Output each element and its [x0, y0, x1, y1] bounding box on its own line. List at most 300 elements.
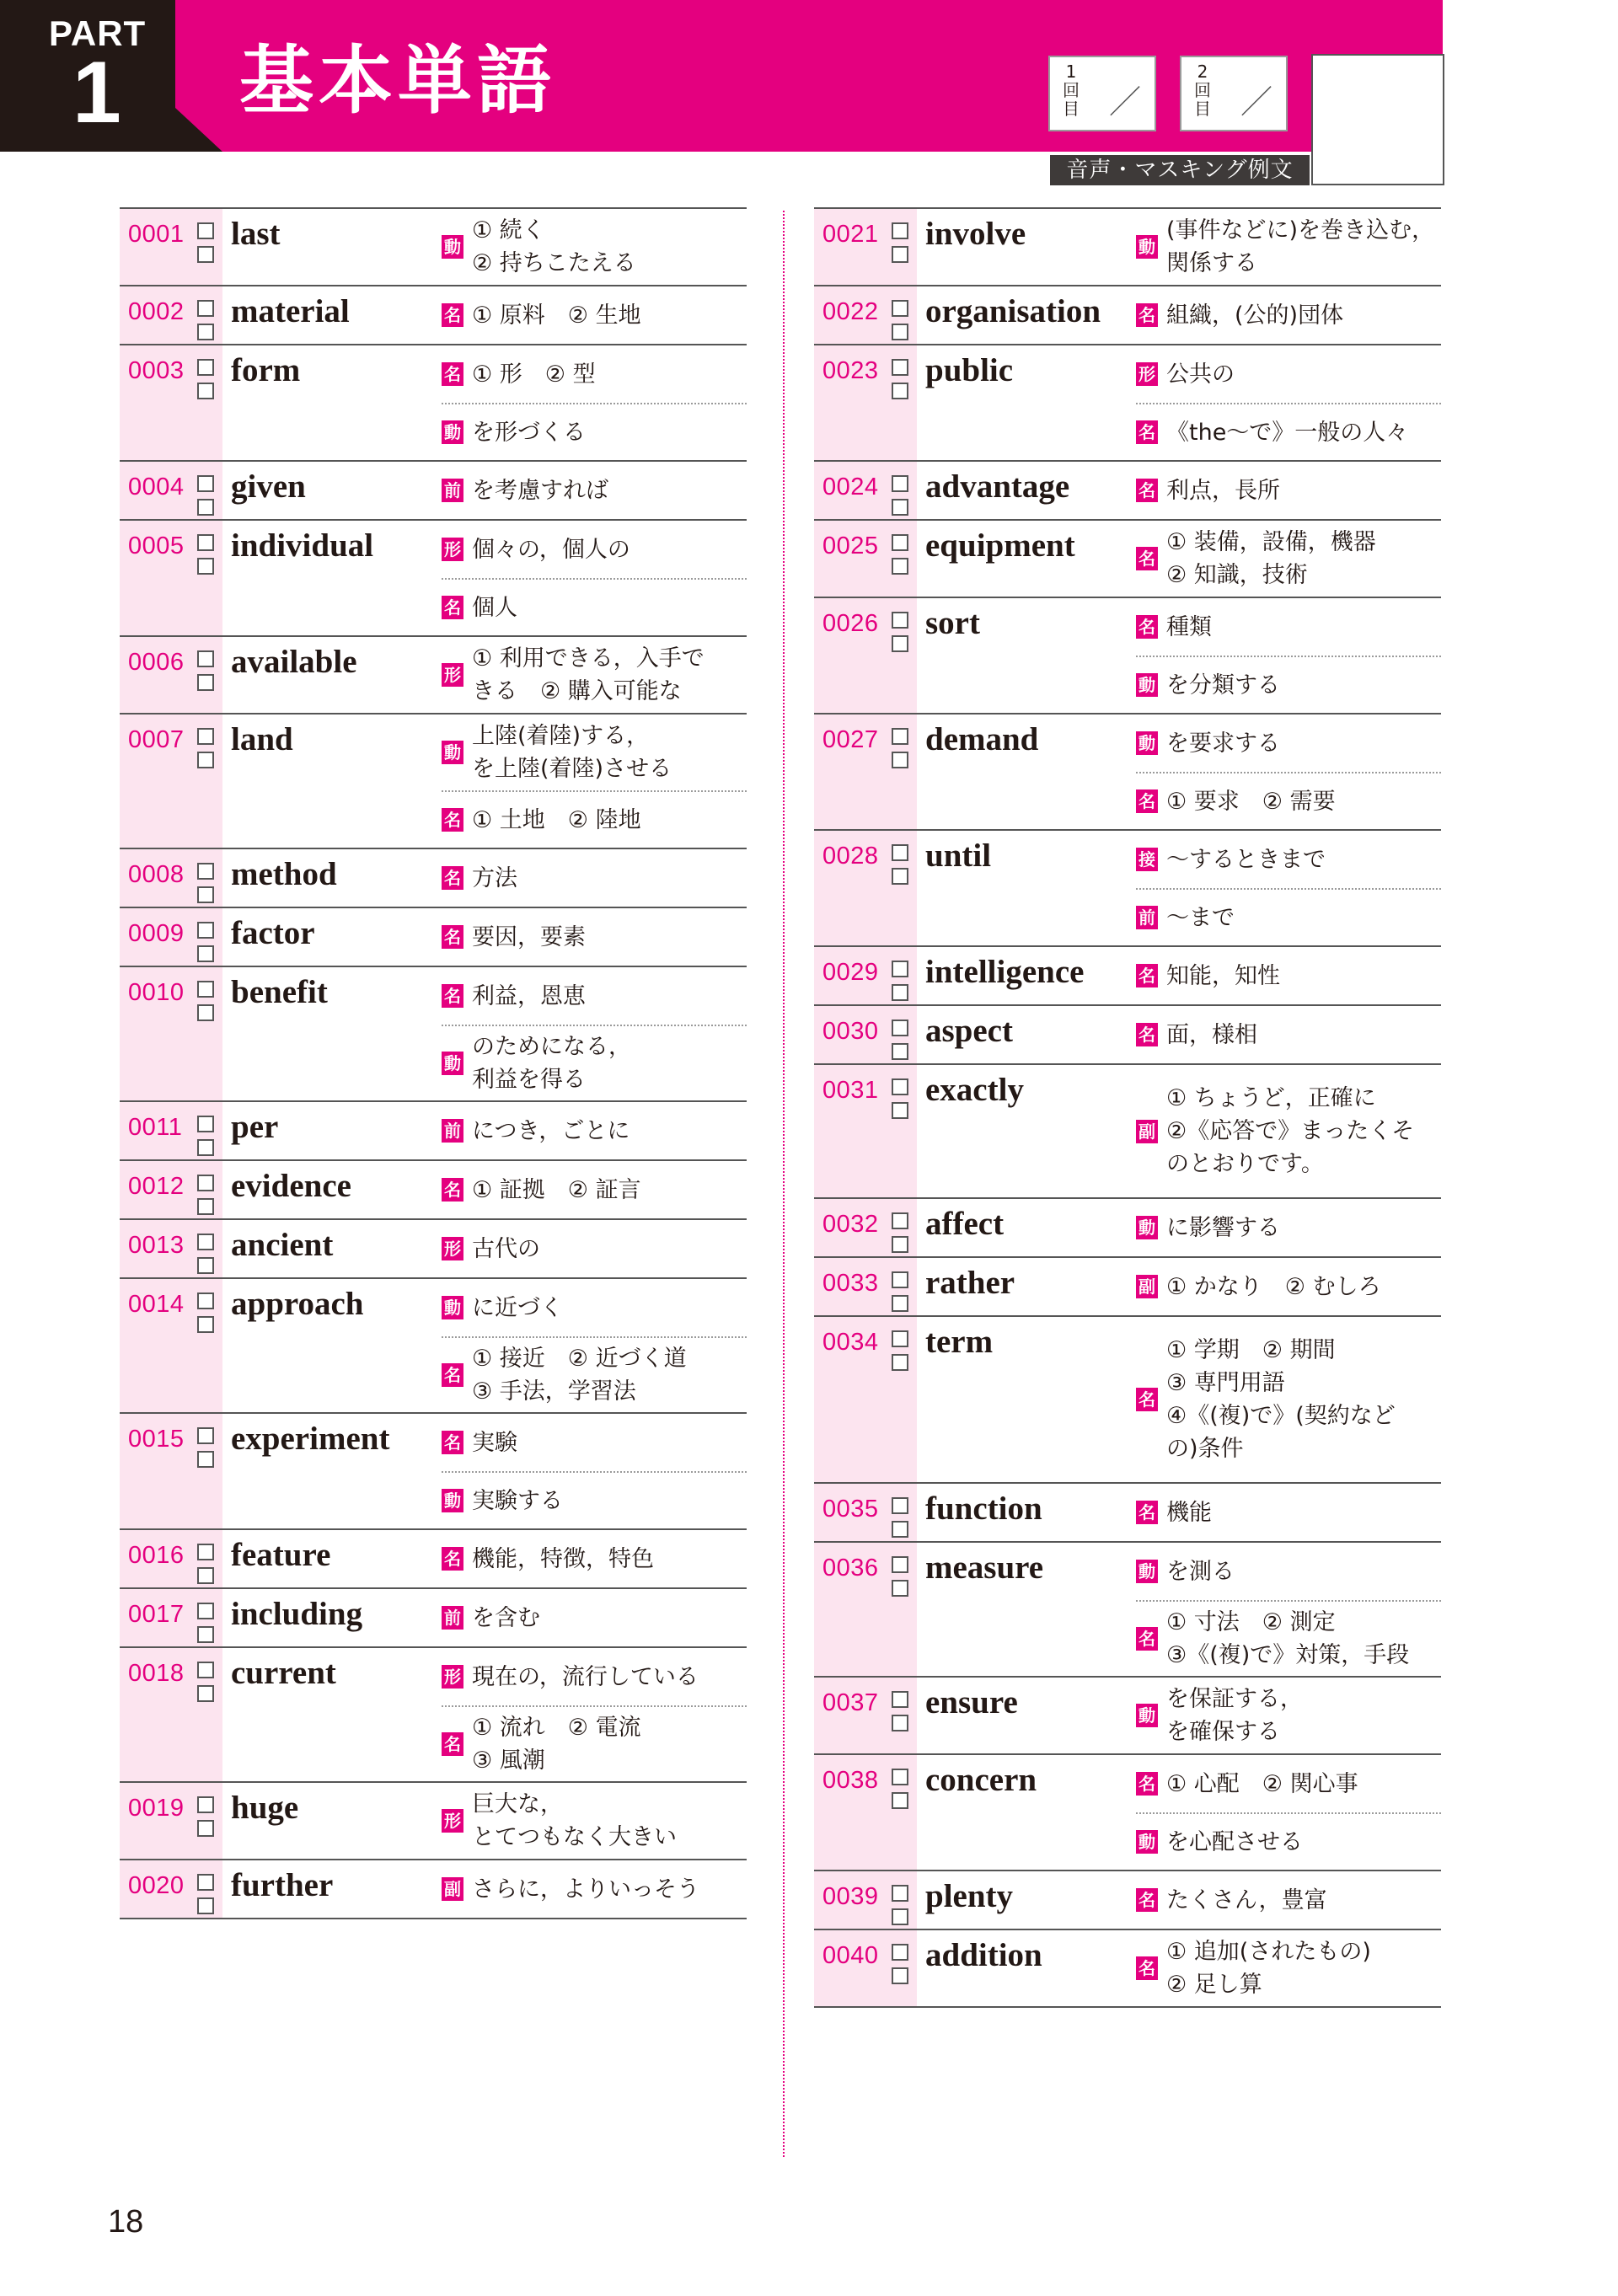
definition-text: 公共の: [1166, 361, 1235, 388]
definition-text: 機能，特徴，特色: [472, 1545, 654, 1572]
part-of-speech-badge: 動: [442, 1489, 463, 1512]
entry-word: sort: [925, 605, 980, 641]
part-of-speech-badge: 動: [1136, 731, 1158, 755]
part-of-speech-badge: 名: [1136, 1388, 1158, 1411]
entry-senses: [442, 1589, 747, 1646]
review-checkbox-1[interactable]: [892, 1556, 908, 1573]
part-notch-decoration: [175, 108, 222, 152]
word-entry: [120, 1860, 747, 1919]
review-checkbox-2[interactable]: [892, 1354, 908, 1371]
sense-row: [442, 1589, 747, 1646]
entry-word: method: [231, 856, 337, 892]
entry-number-cell: [120, 462, 222, 519]
part-of-speech-badge: 名: [442, 984, 463, 1008]
entry-number: 0005: [128, 533, 185, 559]
part-of-speech-badge: 名: [1136, 1956, 1158, 1980]
entry-word: benefit: [231, 974, 328, 1010]
entry-word: individual: [231, 527, 374, 564]
entry-word: concern: [925, 1762, 1037, 1798]
word-entry: [120, 714, 747, 849]
review-checkbox-1[interactable]: [197, 1662, 214, 1678]
review-checkbox-2[interactable]: [892, 752, 908, 768]
entry-senses: [1136, 209, 1441, 285]
review-box-2-label: 2 回 目: [1194, 62, 1211, 119]
review-checkbox-2[interactable]: [197, 1567, 214, 1584]
review-checkbox-1[interactable]: [892, 1212, 908, 1229]
review-checkbox-2[interactable]: [892, 324, 908, 340]
entry-number: 0040: [822, 1942, 879, 1969]
entry-word: factor: [231, 915, 315, 951]
entry-number-cell: [120, 286, 222, 344]
review-checkbox-1[interactable]: [892, 475, 908, 492]
entry-number-cell: [120, 1783, 222, 1859]
review-checkbox-2[interactable]: [892, 246, 908, 263]
entry-senses: [442, 521, 747, 635]
definition-text: 《the～で》一般の人々: [1166, 419, 1409, 446]
sense-row: [442, 578, 747, 635]
word-entry: [814, 1543, 1441, 1678]
entry-number: 0004: [128, 474, 185, 500]
entry-number: 0024: [822, 474, 879, 500]
part-of-speech-badge: 名: [1136, 1772, 1158, 1796]
review-checkbox-1[interactable]: [892, 844, 908, 861]
entry-number-cell: [814, 1678, 917, 1753]
word-entry: [814, 1199, 1441, 1258]
entry-senses: [442, 1783, 747, 1859]
part-of-speech-badge: 名: [1136, 1888, 1158, 1912]
review-checkbox-2[interactable]: [197, 558, 214, 575]
part-of-speech-badge: 形: [442, 538, 463, 561]
entry-number: 0021: [822, 221, 879, 248]
entry-number: 0003: [128, 357, 185, 384]
part-of-speech-badge: 名: [1136, 479, 1158, 502]
review-checkbox-1[interactable]: [892, 534, 908, 551]
review-checkbox-1[interactable]: [892, 1078, 908, 1095]
definition-text: 面，様相: [1166, 1021, 1257, 1048]
part-of-speech-badge: 動: [442, 1052, 463, 1075]
review-checkbox-2[interactable]: [892, 558, 908, 575]
review-checkbox-1[interactable]: [892, 961, 908, 977]
word-entry: [814, 521, 1441, 598]
review-checkbox-1[interactable]: [197, 1874, 214, 1891]
review-checkbox-2[interactable]: [892, 1792, 908, 1809]
sense-row: [1136, 1317, 1441, 1482]
review-checkbox-2[interactable]: [892, 1715, 908, 1731]
part-of-speech-badge: 動: [442, 1296, 463, 1319]
entry-number: 0017: [128, 1601, 185, 1628]
entry-word: involve: [925, 216, 1026, 252]
word-entry: [814, 462, 1441, 521]
word-entry: [120, 1161, 747, 1220]
review-checkbox-2[interactable]: [892, 499, 908, 516]
entry-word: advantage: [925, 468, 1070, 505]
part-of-speech-badge: 前: [442, 1606, 463, 1630]
sense-row: [442, 790, 747, 848]
entry-number-cell: [814, 1871, 917, 1929]
entry-word: ensure: [925, 1684, 1018, 1721]
part-of-speech-badge: 副: [442, 1877, 463, 1901]
review-checkbox-2[interactable]: [197, 1626, 214, 1643]
sense-row: [1136, 598, 1441, 656]
entry-number-cell: [120, 1530, 222, 1587]
sense-row: [442, 1336, 747, 1412]
column-divider: [783, 211, 785, 2157]
sense-row: [442, 849, 747, 907]
entry-word: equipment: [925, 527, 1075, 564]
entry-number-cell: [814, 598, 917, 713]
definition-text: を分類する: [1166, 672, 1280, 698]
sense-row: [442, 1648, 747, 1705]
entry-word: feature: [231, 1537, 331, 1573]
word-entry: [814, 1006, 1441, 1065]
entry-word: available: [231, 644, 357, 680]
sense-row: [1136, 209, 1441, 285]
review-checkbox-1[interactable]: [197, 728, 214, 745]
entry-number-cell: [814, 345, 917, 460]
entry-word: experiment: [231, 1421, 390, 1457]
review-checkbox-2[interactable]: [892, 1043, 908, 1060]
sense-row: [1136, 1871, 1441, 1929]
entry-senses: [442, 1530, 747, 1587]
part-number: 1: [72, 44, 121, 142]
entry-number: 0001: [128, 221, 185, 248]
part-of-speech-badge: 名: [442, 1431, 463, 1454]
review-checkbox-1[interactable]: [892, 1769, 908, 1785]
entry-word: approach: [231, 1286, 364, 1322]
review-checkbox-2[interactable]: [197, 246, 214, 263]
word-entry: [120, 1589, 747, 1648]
part-of-speech-badge: 動: [1136, 1704, 1158, 1727]
review-checkbox-1[interactable]: [197, 475, 214, 492]
sense-row: [1136, 1484, 1441, 1541]
sense-row: [442, 1025, 747, 1100]
entry-number: 0022: [822, 298, 879, 325]
review-checkbox-2[interactable]: [197, 1451, 214, 1468]
review-checkbox-1[interactable]: [197, 222, 214, 239]
definition-text: 現在の，流行している: [472, 1663, 699, 1690]
definition-text: に影響する: [1166, 1214, 1280, 1241]
entry-word: current: [231, 1655, 336, 1691]
word-entry: [120, 1414, 747, 1530]
sense-row: [442, 345, 747, 403]
sense-row: [442, 209, 747, 285]
review-box-2[interactable]: [1180, 56, 1288, 131]
review-checkbox-1[interactable]: [197, 1544, 214, 1560]
entry-word: last: [231, 216, 281, 252]
definition-text: ① 形 ② 型: [472, 361, 596, 388]
review-checkbox-2[interactable]: [197, 1139, 214, 1156]
entry-number: 0035: [822, 1496, 879, 1523]
review-checkbox-1[interactable]: [197, 1116, 214, 1132]
entry-number-cell: [814, 1484, 917, 1541]
memo-box[interactable]: [1311, 54, 1444, 185]
entry-number: 0032: [822, 1211, 879, 1238]
review-box-1[interactable]: [1048, 56, 1156, 131]
part-of-speech-badge: 形: [442, 663, 463, 687]
definition-text: 上陸(着陸)する， を上陸(着陸)させる: [472, 723, 672, 782]
entry-word: ancient: [231, 1227, 334, 1263]
page-header: [0, 0, 1443, 152]
entry-word: land: [231, 721, 293, 757]
part-of-speech-badge: 名: [442, 1732, 463, 1756]
sense-row: [442, 1102, 747, 1159]
definition-text: ① 原料 ② 生地: [472, 302, 641, 329]
review-checkbox-2[interactable]: [197, 1820, 214, 1837]
entry-number: 0026: [822, 610, 879, 637]
review-checkbox-2[interactable]: [892, 635, 908, 652]
definition-text: ① 証拠 ② 証言: [472, 1176, 641, 1203]
entry-word: function: [925, 1491, 1042, 1527]
entry-number: 0036: [822, 1555, 879, 1582]
definition-text: 種類: [1166, 613, 1212, 640]
entry-number: 0008: [128, 861, 185, 888]
entry-number: 0034: [822, 1329, 879, 1356]
entry-senses: [442, 1161, 747, 1218]
review-checkbox-2[interactable]: [892, 1295, 908, 1312]
review-checkbox-2[interactable]: [892, 1102, 908, 1119]
review-checkbox-1[interactable]: [892, 1020, 908, 1036]
word-entry: [120, 1279, 747, 1414]
review-checkbox-2[interactable]: [197, 1897, 214, 1914]
definition-text: を考慮すれば: [472, 477, 608, 504]
sense-row: [442, 1471, 747, 1528]
part-of-speech-badge: 名: [1136, 964, 1158, 987]
definition-text: 利点，長所: [1166, 477, 1280, 504]
definition-text: ① かなり ② むしろ: [1166, 1273, 1381, 1300]
sense-row: [442, 714, 747, 790]
review-checkbox-2[interactable]: [892, 868, 908, 885]
sense-row: [442, 908, 747, 966]
entry-word: rather: [925, 1265, 1015, 1301]
part-badge: [0, 0, 175, 152]
definition-text: 巨大な， とてつもなく大きい: [472, 1791, 677, 1850]
review-checkbox-2[interactable]: [197, 1257, 214, 1274]
sense-row: [1136, 714, 1441, 772]
review-checkbox-2[interactable]: [892, 984, 908, 1001]
entry-number-cell: [120, 209, 222, 285]
sense-row: [442, 1414, 747, 1471]
review-checkbox-2[interactable]: [892, 1236, 908, 1253]
review-checkbox-1[interactable]: [197, 1175, 214, 1191]
entry-senses: [1136, 345, 1441, 460]
entry-number-cell: [120, 521, 222, 635]
entry-number-cell: [814, 1930, 917, 2006]
review-checkbox-1[interactable]: [892, 1271, 908, 1288]
review-checkbox-1[interactable]: [197, 922, 214, 939]
review-checkbox-2[interactable]: [197, 499, 214, 516]
page-number: 18: [108, 2204, 144, 2240]
review-checkbox-2[interactable]: [197, 886, 214, 903]
review-checkbox-1[interactable]: [892, 728, 908, 745]
word-entry: [814, 1930, 1441, 2008]
review-checkbox-1[interactable]: [197, 1293, 214, 1309]
review-checkbox-2[interactable]: [892, 1580, 908, 1597]
entry-senses: [1136, 1678, 1441, 1753]
audio-masking-label[interactable]: 音声・マスキング例文: [1050, 155, 1310, 185]
part-label: PART: [49, 13, 147, 53]
review-checkbox-2[interactable]: [197, 945, 214, 962]
part-of-speech-badge: 動: [1136, 1216, 1158, 1239]
definition-text: さらに，よりいっそう: [472, 1876, 699, 1903]
entry-senses: [442, 1860, 747, 1918]
part-of-speech-badge: 副: [1136, 1275, 1158, 1298]
sense-row: [442, 637, 747, 713]
word-entry: [120, 637, 747, 714]
entry-word: addition: [925, 1937, 1042, 1973]
word-entry: [120, 1783, 747, 1860]
sense-row: [1136, 1006, 1441, 1063]
entry-number-cell: [120, 637, 222, 713]
definition-text: 要因，要素: [472, 923, 586, 950]
entry-word: huge: [231, 1790, 299, 1826]
definition-text: 知能，知性: [1166, 962, 1280, 989]
review-checkbox-1[interactable]: [892, 1330, 908, 1347]
sense-row: [442, 1860, 747, 1918]
review-checkbox-2[interactable]: [892, 1908, 908, 1925]
sense-row: [442, 1705, 747, 1781]
entry-number-cell: [120, 345, 222, 460]
review-checkbox-1[interactable]: [197, 1234, 214, 1250]
review-checkbox-2[interactable]: [892, 1967, 908, 1984]
part-of-speech-badge: 前: [442, 479, 463, 502]
definition-text: ① 心配 ② 関心事: [1166, 1770, 1358, 1797]
word-entry: [814, 1871, 1441, 1930]
entry-word: plenty: [925, 1878, 1014, 1914]
entry-word: evidence: [231, 1168, 351, 1204]
entry-number: 0039: [822, 1883, 879, 1910]
entry-word: form: [231, 352, 301, 388]
entry-senses: [1136, 714, 1441, 829]
review-checkbox-2[interactable]: [197, 1004, 214, 1021]
review-checkbox-2[interactable]: [197, 383, 214, 399]
review-checkbox-2[interactable]: [197, 324, 214, 340]
definition-text: ① 寸法 ② 測定 ③《(複)で》対策，手段: [1166, 1609, 1410, 1668]
definition-text: ～まで: [1166, 904, 1235, 931]
review-checkbox-1[interactable]: [197, 359, 214, 376]
definition-text: ～するときまで: [1166, 846, 1326, 873]
sense-row: [1136, 1678, 1441, 1753]
entry-number-cell: [814, 462, 917, 519]
entry-number: 0018: [128, 1660, 185, 1687]
part-of-speech-badge: 形: [442, 1809, 463, 1833]
review-checkbox-1[interactable]: [892, 1885, 908, 1902]
entry-word: measure: [925, 1549, 1044, 1586]
review-checkbox-1[interactable]: [892, 1691, 908, 1708]
review-checkbox-1[interactable]: [892, 300, 908, 317]
entry-senses: [1136, 1065, 1441, 1197]
review-checkbox-1[interactable]: [197, 1603, 214, 1619]
sense-row: [1136, 1258, 1441, 1315]
entry-number: 0014: [128, 1291, 185, 1318]
entry-number: 0009: [128, 920, 185, 947]
review-checkbox-2[interactable]: [892, 1521, 908, 1538]
entry-senses: [1136, 1199, 1441, 1256]
word-entry: [814, 947, 1441, 1006]
entry-number-cell: [814, 1317, 917, 1482]
sense-row: [442, 1530, 747, 1587]
word-entry: [120, 462, 747, 521]
sense-row: [1136, 1930, 1441, 2006]
entry-number-cell: [120, 967, 222, 1100]
review-checkbox-1[interactable]: [197, 534, 214, 551]
part-of-speech-badge: 名: [1136, 420, 1158, 444]
word-entry: [814, 714, 1441, 831]
part-of-speech-badge: 名: [442, 866, 463, 890]
definition-text: を保証する， を確保する: [1166, 1686, 1303, 1745]
part-of-speech-badge: 名: [442, 1178, 463, 1202]
review-checkbox-1[interactable]: [892, 612, 908, 629]
definition-text: 実験: [472, 1429, 517, 1456]
review-checkbox-1[interactable]: [892, 359, 908, 376]
entry-number-cell: [814, 521, 917, 597]
part-of-speech-badge: 名: [1136, 303, 1158, 327]
part-of-speech-badge: 動: [1136, 1830, 1158, 1854]
entry-senses: [1136, 1317, 1441, 1482]
entry-number-cell: [120, 1220, 222, 1277]
definition-text: につき，ごとに: [472, 1117, 630, 1144]
left-word-column: [120, 207, 747, 1919]
review-checkbox-2[interactable]: [197, 752, 214, 768]
entry-word: further: [231, 1867, 334, 1903]
entry-number-cell: [814, 1006, 917, 1063]
entry-senses: [442, 286, 747, 344]
page-title: 基本単語: [239, 37, 557, 124]
part-of-speech-badge: 名: [1136, 1501, 1158, 1524]
entry-number-cell: [814, 286, 917, 344]
entry-senses: [442, 1648, 747, 1781]
review-checkbox-2[interactable]: [197, 1198, 214, 1215]
entry-number: 0012: [128, 1173, 185, 1200]
review-checkbox-1[interactable]: [892, 1497, 908, 1514]
entry-number-cell: [814, 1258, 917, 1315]
review-checkbox-2[interactable]: [197, 1316, 214, 1333]
review-checkbox-1[interactable]: [892, 1944, 908, 1961]
review-checkbox-2[interactable]: [197, 674, 214, 691]
review-checkbox-1[interactable]: [197, 1427, 214, 1444]
definition-text: 個々の，個人の: [472, 536, 630, 563]
entry-word: intelligence: [925, 954, 1085, 990]
definition-text: 古代の: [472, 1235, 540, 1262]
entry-word: public: [925, 352, 1014, 388]
entry-senses: [442, 209, 747, 285]
review-checkbox-2[interactable]: [197, 1685, 214, 1702]
entry-number-cell: [814, 714, 917, 829]
review-checkbox-1[interactable]: [197, 981, 214, 998]
word-entry: [814, 1484, 1441, 1543]
part-of-speech-badge: 前: [442, 1119, 463, 1143]
word-entry: [814, 598, 1441, 714]
definition-text: ① 流れ ② 電流 ③ 風潮: [472, 1715, 641, 1774]
part-of-speech-badge: 名: [442, 303, 463, 327]
sense-row: [1136, 521, 1441, 597]
entry-senses: [1136, 1871, 1441, 1929]
entry-word: including: [231, 1596, 363, 1632]
entry-word: exactly: [925, 1072, 1024, 1108]
review-checkbox-1[interactable]: [197, 300, 214, 317]
entry-number: 0013: [128, 1232, 185, 1259]
review-checkbox-1[interactable]: [892, 222, 908, 239]
review-checkbox-1[interactable]: [197, 650, 214, 667]
definition-text: (事件などに)を巻き込む， 関係する: [1166, 217, 1435, 276]
definition-text: たくさん，豊富: [1166, 1887, 1327, 1913]
definition-text: ① 学期 ② 期間 ③ 専門用語 ④《(複)で》(契約など の)条件: [1166, 1337, 1396, 1462]
review-checkbox-1[interactable]: [197, 863, 214, 880]
review-checkbox-2[interactable]: [892, 383, 908, 399]
review-box-2-slash: ／: [1240, 83, 1273, 120]
definition-text: を測る: [1166, 1558, 1235, 1585]
review-checkbox-1[interactable]: [197, 1796, 214, 1813]
entry-number-cell: [120, 849, 222, 907]
